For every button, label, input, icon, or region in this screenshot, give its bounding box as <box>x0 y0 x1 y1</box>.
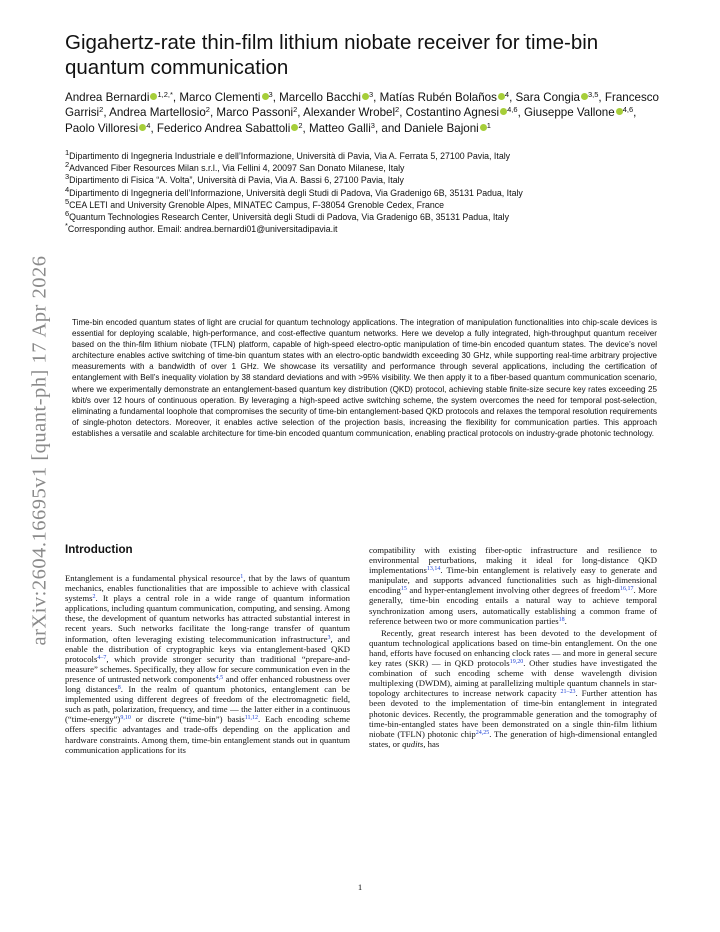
orcid-icon <box>498 93 505 100</box>
author-name: Andrea Martellosio <box>109 106 206 120</box>
right-column <box>369 545 657 749</box>
left-column-paragraph <box>65 573 350 755</box>
affiliation-text: Quantum Technologies Research Center, Università degli Studi di Padova, Via Gradenigo 6B, 35131 Padua, Italy <box>69 211 509 222</box>
author-name: Sara Congia <box>515 91 580 104</box>
affiliation <box>65 150 665 162</box>
body-text: , has <box>423 738 440 749</box>
affiliation-mark: * <box>65 220 68 230</box>
affiliation-text: Dipartimento di Fisica “A. Volta”, Università di Pavia, Via A. Bassi 6, 27100 Pavia, Italy <box>69 175 404 186</box>
author <box>216 106 297 119</box>
right-column-paragraph-2 <box>369 628 657 749</box>
affiliation-mark: 6 <box>65 208 70 218</box>
author-affiliation-mark: 2 <box>293 105 298 115</box>
author <box>524 106 633 119</box>
author-affiliation-mark: 2 <box>395 105 400 115</box>
body-text: . Other studies have investigated the combination of such encoding scheme with dense wavelength division multiplexing (DWDM), aiming at parallelizing multiple quantum channels in star-topology architectures to increase network capacity <box>369 658 658 699</box>
arxiv-stamp <box>20 240 60 660</box>
affiliation-mark: 2 <box>65 160 70 170</box>
author <box>109 106 210 119</box>
affiliation-text: Corresponding author. Email: andrea.bernardi01@universitadipavia.it <box>67 223 338 234</box>
citation-link: 21–23 <box>560 689 576 696</box>
author-affiliation-mark: 4 <box>504 90 510 99</box>
citation-link: 24,25 <box>475 729 490 736</box>
body-text: , which provide stronger security than traditional “prepare-and-measure” schemes. Specifically, they allow for secure communication even in the presence of untrusted network components <box>65 653 350 684</box>
author-name: Francesco Garrisi <box>65 91 659 120</box>
author-name: Federico Andrea Sabattoli <box>156 121 291 135</box>
citation-link: 19,20 <box>509 659 524 666</box>
affiliation <box>65 184 665 199</box>
abstract: Time-bin encoded quantum states of light are crucial for quantum technology applications. The integration of manipulation functionalities into chip-scale devices is essential for deploying scalable, high-performance, and cost-effective quantum networks. Here we develop a fully integrated, high-throughput quantum receiver based on the thin-film lithium niobate (TFLN) platform, capable of high-speed electro-optic manipulation of time-bin encoded quantum states. The device’s novel architecture enables active switching of time-bin quantum states with an electro-optic bandwidth exceeding 30 GHz, while supporting real-time arbitrary projective measurements with a bandwidth of over 1 GHz. We showcase its versatility and performance through several applications, including the certification of entanglement with Bell’s inequality violation by 38 standard deviations and with >95% visibility. We then apply it to a fiber-based quantum communication scenario, where we experimentally demonstrate an entanglement-based quantum key distribution (QKD) protocol, achieving stable finite-size secure key rates exceeding 25 kbit/s over 12 hours of continuous operation. By leveraging a high-speed active switching scheme, the system overcomes the need for temporal post-selection, eliminating a fundamental loophole that compromises the security of time-bin entanglement-based QKD protocols and relaxes the temporal resolution requirements of single-photon detectors. Moreover, it enables active selection of the projection basis, increasing the flexibility for communication parties. This approach establishes a versatile and scalable architecture for time-bin encoded quantum communication, enabling practical protocols on industry-grade photonic technology. <box>72 318 657 438</box>
affiliation <box>65 174 665 186</box>
author-name: Alexander Wrobel <box>303 106 396 120</box>
author <box>309 122 375 135</box>
author-affiliation-mark: 3 <box>368 90 374 99</box>
paper-title: Gigahertz-rate thin-film lithium niobate receiver for time-bin quantum communication <box>65 31 599 79</box>
author <box>380 91 509 104</box>
author-name: Marcello Bacchi <box>279 91 361 104</box>
body-text: , that by the laws of quantum mechanics, enables functionalities that are impossible to achieve with classical systems <box>65 573 350 604</box>
author-affiliation-mark: 3 <box>370 120 375 130</box>
author-affiliation-mark: 2 <box>298 120 303 130</box>
author-name: Matteo Galli <box>308 121 371 135</box>
paper-header <box>65 30 665 235</box>
author <box>157 122 303 135</box>
orcid-icon <box>480 124 487 131</box>
author-affiliation-mark: 3,5 <box>587 90 599 99</box>
affiliation <box>65 208 665 223</box>
section-heading-introduction: Introduction <box>65 543 133 556</box>
body-text: , and enable the distribution of cryptographic keys via entanglement-based QKD protocols <box>65 633 350 664</box>
affiliation-text: Dipartimento di Ingegneria Industriale e dell’Informazione, Università di Pavia, Via A. Ferrata 5, 27100 Pavia, Italy <box>69 151 511 162</box>
orcid-icon <box>581 93 588 100</box>
author-affiliation-mark: 2 <box>99 105 104 115</box>
author-affiliation-mark: 1 <box>486 120 491 130</box>
affiliation-text: Dipartimento di Ingegneria dell’Informazione, Università degli Studi di Padova, Via Gradenigo 6B, 35131 Padua, Italy <box>69 187 523 198</box>
affiliation-text: CEA LETI and University Grenoble Alpes, MINATEC Campus, F-38054 Grenoble Cedex, France <box>69 199 445 210</box>
body-text: or discrete (“time-bin”) basis <box>130 714 245 725</box>
body-text: . Each encoding scheme offers specific advantages and trade-offs depending on the application and hardware constraints. Among them, time-bin entanglement stands out in quantum communication applications for its <box>65 714 350 755</box>
body-text: . It plays a central role in a wide range of quantum information applications, including quantum communication, computing, and sensing. Among these, the development of quantum networks has attracted substantial interest in recent years. Such networks facilitate the long-range transfer of quantum information, often leveraging existing telecommunication infrastructure <box>65 593 350 644</box>
author-name: Marco Clementi <box>179 91 261 104</box>
body-text: . In the realm of quantum photonics, entanglement can be implemented using different degrees of freedom of the electromagnetic field, such as path, polarization, frequency, and time — the latter either in a continuous (“time-energy”) <box>65 684 350 725</box>
author <box>406 106 518 119</box>
body-text: compatibility with existing fiber-optic infrastructure and resilience to environmental perturbations, making it ideal for long-distance QKD implementations <box>369 545 657 576</box>
author-name: Matías Rubén Bolaños <box>379 91 497 104</box>
citation-link: 3 <box>327 634 331 641</box>
body-text: and hyper-entanglement involving other degrees of freedom <box>406 585 621 596</box>
citation-link: 9,10 <box>120 715 131 722</box>
affiliation-mark: 4 <box>65 184 70 194</box>
body-text: . Time-bin entanglement is relatively easy to generate and manipulate, and supports advanced functionalities such as high-dimensional encoding <box>369 565 657 596</box>
citation-link: 8 <box>117 685 121 692</box>
arxiv-identifier: arXiv:2604.16695v1 [quant-ph] 17 Apr 2026 <box>28 254 51 646</box>
body-text: Recently, great research interest has been devoted to the development of quantum technological applications based on time-bin entanglement. On the one hand, efforts have focused on enhancing clock rates — and more in general secure key rates (SKR) — in QKD protocols <box>369 627 657 669</box>
author <box>179 91 272 104</box>
affiliation-text: Advanced Fiber Resources Milan s.r.l., Via Fellini 4, 20097 San Donato Milanese, Italy <box>69 163 405 174</box>
author <box>303 106 399 119</box>
author-affiliation-mark: 3 <box>268 90 273 99</box>
citation-link: 11,12 <box>244 715 259 722</box>
author-affiliation-mark: 2 <box>205 105 210 115</box>
body-text: . The generation of high-dimensional entangled states, or <box>369 728 658 749</box>
author-name: Giuseppe Vallone <box>524 106 615 120</box>
author-name: Costantino Agnesi <box>405 106 500 120</box>
orcid-icon <box>362 93 369 100</box>
page-number: 1 <box>357 882 363 892</box>
body-text: and offer enhanced robustness over long distances <box>65 673 350 695</box>
citation-link: 4–7 <box>97 654 107 661</box>
author <box>65 122 150 135</box>
citation-link: 2 <box>92 594 96 601</box>
author-name: Marco Passoni <box>216 106 294 120</box>
author-name: Daniele Bajoni <box>403 121 479 135</box>
affiliation-mark: 1 <box>65 148 70 158</box>
author <box>65 91 173 104</box>
left-column <box>65 573 350 755</box>
orcid-icon <box>616 108 623 115</box>
body-text: . <box>564 615 567 626</box>
right-column-paragraph-1 <box>369 545 657 626</box>
emphasis-text: qudits <box>402 738 424 749</box>
affiliation-mark: 5 <box>65 196 70 206</box>
affiliation <box>65 162 665 174</box>
citation-link: 13,14 <box>426 566 441 573</box>
author <box>516 91 599 104</box>
citation-link: 1 <box>240 574 244 580</box>
body-text: . More generally, time-bin encoding entails a natural way to achieve temporal synchronization among users, automatically establishing a common frame of reference between two or more communication parties <box>369 585 657 626</box>
author-name: Paolo Villoresi <box>65 121 139 135</box>
citation-link: 16,17 <box>620 586 634 593</box>
author-affiliation-mark: 1,2,* <box>157 90 173 99</box>
affiliation-list <box>65 150 665 235</box>
author <box>404 122 491 135</box>
author-name: Andrea Bernardi <box>65 91 150 104</box>
author-list: Andrea Bernardi $^{1,2,*}$, Marco Clementi $^3$, Marcello Bacchi $^3$, Matías Rubén Bolaños $^4$, Sara Congia $^{3,5}$, Francesco Garrisi$^2$, Andrea Martellosio$^2$, Marco Passoni$^2$, Alexander Wrobel$^2$, Costantino Agnesi $^{4,6}$, Giuseppe Vallone $^{4,6}$, Paolo Villoresi $^4$, Federico Andrea Sabattoli $^2$, Matteo Galli$^3$, and Daniele Bajoni $^1$ <box>65 90 659 135</box>
orcid-icon <box>262 93 269 100</box>
author <box>279 91 373 104</box>
citation-link: 4,5 <box>215 674 224 681</box>
affiliation <box>65 220 665 235</box>
body-text: Entanglement is a fundamental physical resource <box>65 573 241 583</box>
author-affiliation-mark: 4,6 <box>507 105 518 115</box>
citation-link: 15 <box>400 586 407 593</box>
affiliation-mark: 3 <box>65 172 70 182</box>
affiliation <box>65 196 665 211</box>
author-affiliation-mark: 4,6 <box>622 105 634 115</box>
citation-link: 18 <box>558 616 565 623</box>
author-affiliation-mark: 4 <box>146 120 151 130</box>
body-text: . Further attention has been devoted to the implementation of time-bin entanglement in integrated photonic devices. Recently, the programmable generation and the tomography of time-bin-entangled states have been demonstrated on a single thin-film lithium niobate (TFLN) photonic chip <box>369 688 657 739</box>
